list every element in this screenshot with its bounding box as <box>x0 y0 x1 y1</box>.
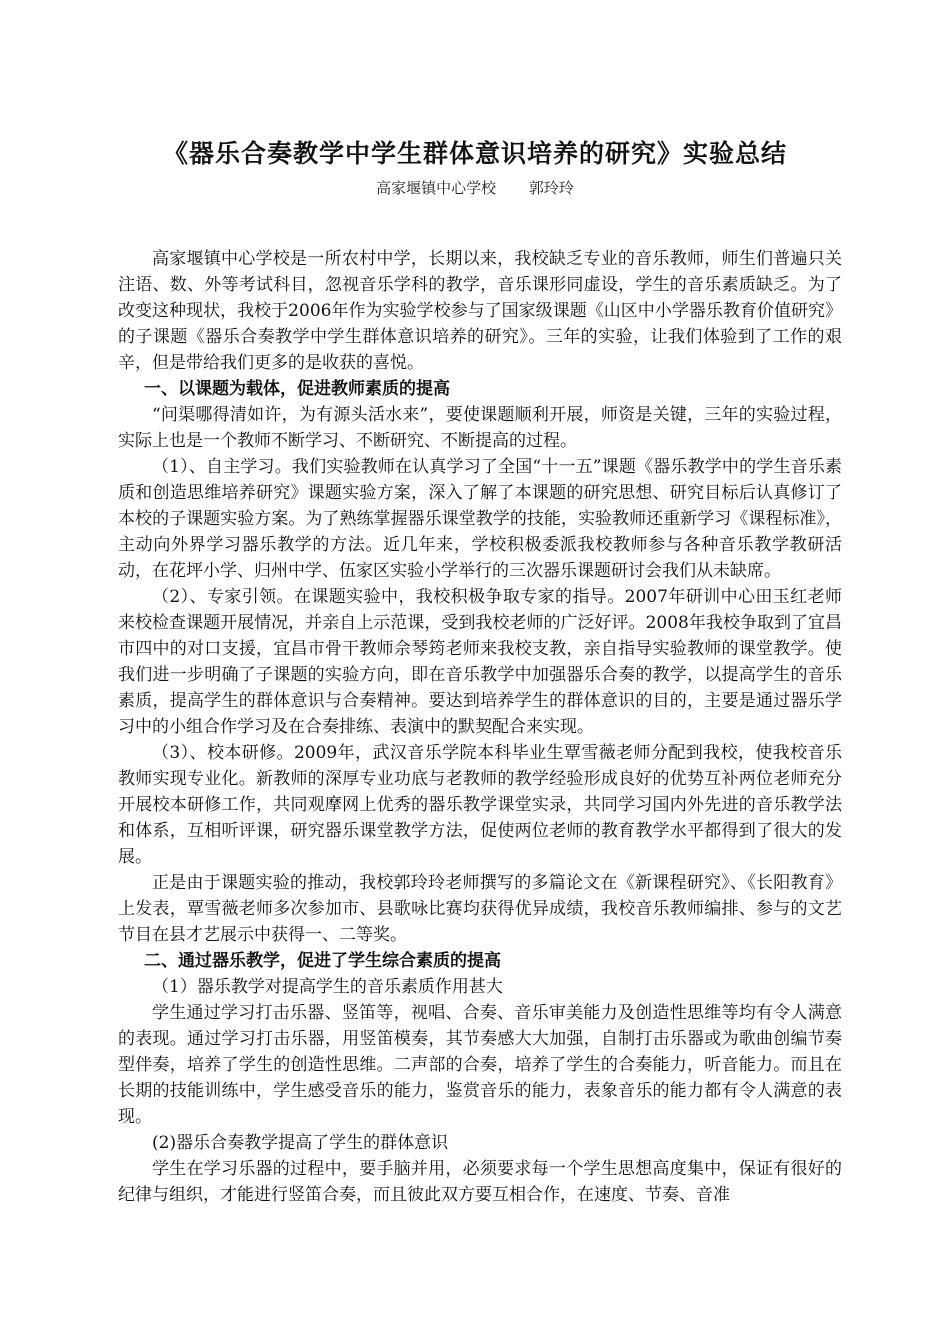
section-heading: 二、通过器乐教学，促进了学生综合素质的提高 <box>144 951 501 971</box>
author-line <box>0 177 950 198</box>
body-paragraph: （3）、校本研修。2009年，武汉音乐学院本科毕业生覃雪薇老师分配到我校，使我校音乐教师实现专业化。新教师的深厚专业功底与老教师的教学经验形成良好的优势互补两位老师充分开展校本研修工作，共同观摩网上优秀的器乐教学课堂实录，共同学习国内外先进的音乐教学法和体系，互相听评课，研究器乐课堂教学方法，促使两位老师的教育教学水平都得到了很大的发展。 <box>118 743 842 867</box>
body-paragraph: 正是由于课题实验的推动，我校郭玲玲老师撰写的多篇论文在《新课程研究》、《长阳教育》上发表，覃雪薇老师多次参加市、县歌咏比赛均获得优异成绩，我校音乐教师编排、参与的文艺节目在县才艺展示中获得一、二等奖。 <box>118 873 842 945</box>
document-body <box>118 246 842 1208</box>
document-title: 《器乐合奏教学中学生群体意识培养的研究》实验总结 <box>162 139 787 168</box>
body-paragraph: 学生通过学习打击乐器、竖笛等，视唱、合奏、音乐审美能力及创造性思维等均有令人满意的表现。通过学习打击乐器，用竖笛模奏，其节奏感大大加强，自制打击乐器或为歌曲创编节奏型伴奏，培养了学生的创造性思维。二声部的合奏，培养了学生的合奏能力，听音能力。而且在长期的技能训练中，学生感受音乐的能力，鉴赏音乐的能力，表象音乐的能力都有令人满意的表现。 <box>118 1003 842 1127</box>
body-paragraph: （2）、专家引领。在课题实验中，我校积极争取专家的指导。2007年研训中心田玉红老师来校检查课题开展情况，并亲自上示范课，受到我校老师的广泛好评。2008年我校争取到了宜昌市四中的对口支援，宜昌市骨干教师佘琴筠老师来我校支教，亲自指导实验教师的课堂教学。使我们进一步明确了子课题的实验方向，即在音乐教学中加强器乐合奏的教学，以提高学生的音乐素质，提高学生的群体意识与合奏精神。要达到培养学生的群体意识的目的，主要是通过器乐学习中的小组合作学习及在合奏排练、表演中的默契配合来实现。 <box>118 587 842 737</box>
body-paragraph: （1）、自主学习。我们实验教师在认真学习了全国“十一五”课题《器乐教学中的学生音乐素质和创造思维培养研究》课题实验方案，深入了解了本课题的研究思想、研究目标后认真修订了本校的子课题实验方案。为了熟练掌握器乐课堂教学的技能，实验教师还重新学习《课程标准》，主动向外界学习器乐教学的方法。近几年来，学校积极委派我校教师参与各种音乐教学教研活动，在花坪小学、归州中学、伍家区实验小学举行的三次器乐课题研讨会我们从未缺席。 <box>118 457 842 581</box>
section-heading: 一、以课题为载体，促进教师素质的提高 <box>144 379 450 399</box>
body-paragraph: “问渠哪得清如许，为有源头活水来”，要使课题顺利开展，师资是关键，三年的实验过程，实际上也是一个教师不断学习、不断研究、不断提高的过程。 <box>118 405 842 451</box>
subsection-heading: (2)器乐合奏教学提高了学生的群体意识 <box>152 1133 449 1153</box>
body-paragraph: 高家堰镇中心学校是一所农村中学，长期以来，我校缺乏专业的音乐教师，师生们普遍只关注语、数、外等考试科目，忽视音乐学科的教学，音乐课形同虚设，学生的音乐素质缺乏。为了改变这种现状，我校于2006年作为实验学校参与了国家级课题《山区中小学器乐教育价值研究》的子课题《器乐合奏教学中学生群体意识培养的研究》。三年的实验，让我们体验到了工作的艰辛，但是带给我们更多的是收获的喜悦。 <box>118 249 842 373</box>
author-name: 郭玲玲 <box>528 179 574 197</box>
author-school: 高家堰镇中心学校 <box>376 179 497 197</box>
subsection-heading: （1）器乐教学对提高学生的音乐素质作用甚大 <box>152 977 503 997</box>
body-paragraph: 学生在学习乐器的过程中，要手脑并用，必须要求每一个学生思想高度集中，保证有很好的纪律与组织，才能进行竖笛合奏，而且彼此双方要互相合作，在速度、节奏、音准 <box>118 1159 842 1205</box>
